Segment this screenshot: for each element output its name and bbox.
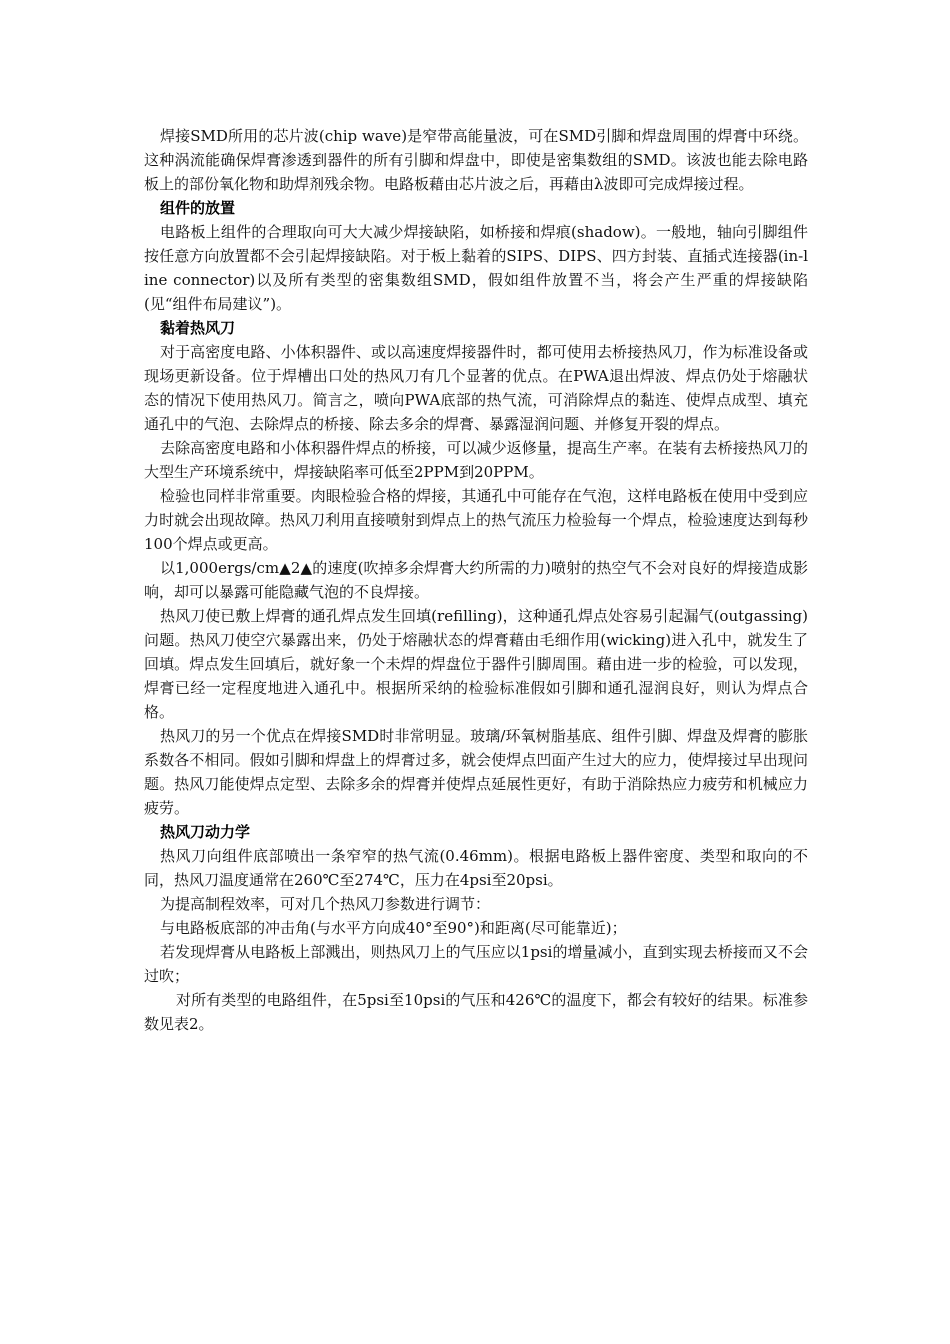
paragraph-standard-parameters: 对所有类型的电路组件，在5psi至10psi的气压和426℃的温度下，都会有较好的结果。标准参数见表2。: [144, 991, 808, 1033]
document-body: [144, 124, 808, 1036]
heading-hot-air-knife: 黏着热风刀: [160, 319, 236, 337]
paragraph-air-speed: 以1,000ergs/cm▲2▲的速度(吹掉多余焊膏大约所需的力)喷射的热空气不会对良好的焊接造成影响，却可以暴露可能隐藏气泡的不良焊接。: [144, 559, 808, 601]
paragraph-inspection: 检验也同样非常重要。肉眼检验合格的焊接，其通孔中可能存在气泡，这样电路板在使用中受到应力时就会出现故障。热风刀利用直接喷射到焊点上的热气流压力检验每一个焊点，检验速度达到每秒100个焊点或更高。: [144, 487, 808, 553]
paragraph-refilling: 热风刀使已敷上焊膏的通孔焊点发生回填(refilling)，这种通孔焊点处容易引起漏气(outgassing)问题。热风刀使空穴暴露出来，仍处于熔融状态的焊膏藉由毛细作用(wicking)进入孔中，就发生了回填。焊点发生回填后，就好象一个未焊的焊盘位于器件引脚周围。藉由进一步的检验，可以发现，焊膏已经一定程度地进入通孔中。根据所采纳的检验标准假如引脚和通孔湿润良好，则认为焊点合格。: [144, 607, 808, 721]
paragraph-component-orientation: 电路板上组件的合理取向可大大减少焊接缺陷，如桥接和焊痕(shadow)。一般地，轴向引脚组件按任意方向放置都不会引起焊接缺陷。对于板上黏着的SIPS、DIPS、四方封装、直插式连接器(in-line connector)以及所有类型的密集数组SMD，假如组件放置不当，将会产生严重的焊接缺陷(见“组件布局建议”)。: [144, 223, 808, 313]
paragraph-hot-air-knife-advantages: 对于高密度电路、小体积器件、或以高速度焊接器件时，都可使用去桥接热风刀，作为标准设备或现场更新设备。位于焊槽出口处的热风刀有几个显著的优点。在PWA退出焊波、焊点仍处于熔融状态的情况下使用热风刀。简言之，喷向PWA底部的热气流，可消除焊点的黏连、使焊点成型、填充通孔中的气泡、去除焊点的桥接、除去多余的焊膏、暴露湿润问题、并修复开裂的焊点。: [144, 343, 808, 433]
paragraph-smd-advantage: 热风刀的另一个优点在焊接SMD时非常明显。玻璃/环氧树脂基底、组件引脚、焊盘及焊膏的膨胀系数各不相同。假如引脚和焊盘上的焊膏过多，就会使焊点凹面产生过大的应力，使焊接过早出现问题。热风刀能使焊点定型、去除多余的焊膏并使焊点延展性更好，有助于消除热应力疲劳和机械应力疲劳。: [144, 727, 808, 817]
heading-component-placement: 组件的放置: [160, 199, 236, 217]
paragraph-impact-angle: 与电路板底部的冲击角(与水平方向成40°至90°)和距离(尽可能靠近)；: [160, 919, 627, 937]
paragraph-air-stream: 热风刀向组件底部喷出一条窄窄的热气流(0.46mm)。根据电路板上器件密度、类型和取向的不同，热风刀温度通常在260℃至274℃，压力在4psi至20psi。: [144, 847, 808, 889]
paragraph-parameter-intro: 为提高制程效率，可对几个热风刀参数进行调节：: [160, 895, 491, 913]
paragraph-chip-wave: 焊接SMD所用的芯片波(chip wave)是窄带高能量波，可在SMD引脚和焊盘周围的焊膏中环绕。这种涡流能确保焊膏渗透到器件的所有引脚和焊盘中，即使是密集数组的SMD。该波也能去除电路板上的部份氧化物和助焊剂残余物。电路板藉由芯片波之后，再藉由λ波即可完成焊接过程。: [144, 127, 808, 193]
heading-hot-air-knife-dynamics: 热风刀动力学: [160, 823, 251, 841]
paragraph-air-pressure: 若发现焊膏从电路板上部溅出，则热风刀上的气压应以1psi的增量减小，直到实现去桥接而又不会过吹；: [144, 943, 808, 985]
paragraph-defect-rate: 去除高密度电路和小体积器件焊点的桥接，可以减少返修量，提高生产率。在装有去桥接热风刀的大型生产环境系统中，焊接缺陷率可低至2PPM到20PPM。: [144, 439, 808, 481]
